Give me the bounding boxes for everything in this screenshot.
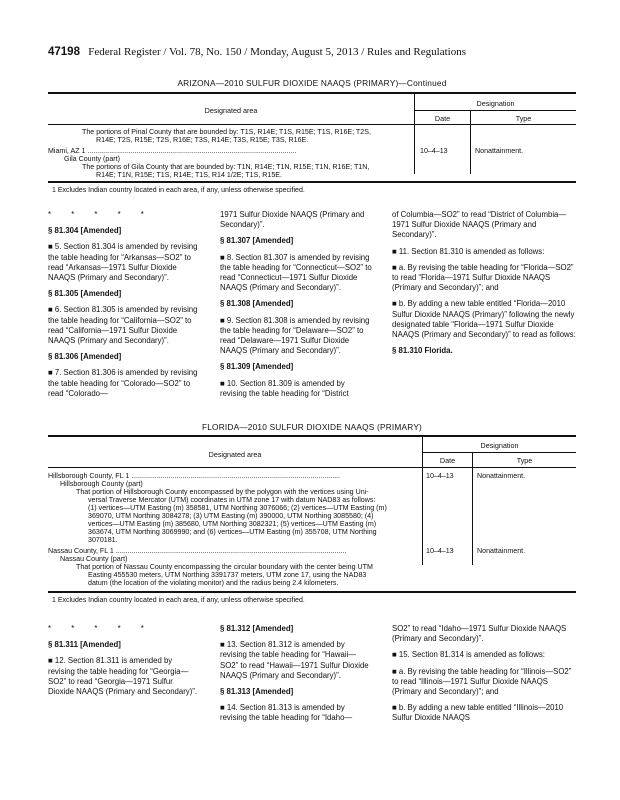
section-heading: § 81.309 [Amended] (220, 362, 294, 372)
amendment-paragraph: ■ b. By adding a new table entitled “Florida—2010 Sulfur Dioxide NAAQS (Primary)” following the newly designated table “Florida—1971 Sulfur Dioxide NAAQS (Primary and Secondary)” to read as follows: (392, 299, 576, 340)
table2-row: Nassau County (part) (60, 555, 128, 563)
column-right-bottom (392, 624, 576, 730)
running-header (48, 46, 466, 58)
amendment-paragraph: ■ 8. Section 81.307 is amended by revising the table heading for “Connecticut—SO2” to read “Connecticut—1971 Sulfur Dioxide NAAQS (Primary and Secondary)”. (220, 252, 372, 293)
table2-row: vertices—UTM Easting (m) 385680, UTM Northing 3082321; (5) vertices—UTM Easting (m) (88, 520, 377, 528)
table2-title: FLORIDA—2010 SULFUR DIOXIDE NAAQS (PRIMARY) (201, 422, 423, 432)
table2-bottom-rule (48, 591, 576, 593)
table1-row: Gila County (part) (64, 155, 120, 163)
table2-top-rule (48, 435, 576, 437)
table2-nassau-type: Nonattainment. (477, 547, 526, 555)
table2-row: Hillsborough County (part) (60, 480, 143, 488)
ellipsis-stars: * * * * * (48, 210, 153, 219)
table1-row: The portions of Pinal County that are bounded by: T1S, R14E; T1S, R15E; T1S, R16E; T2S, (82, 128, 371, 136)
table1-title: ARIZONA—2010 SULFUR DIOXIDE NAAQS (PRIMARY)—Continued (177, 78, 447, 88)
section-heading: § 81.312 [Amended] (220, 624, 294, 633)
table2-row-nassau: Nassau County, FL 1 ..................................................................................................................... (48, 547, 347, 555)
amendment-paragraph: ■ 10. Section 81.309 is amended by revising the table heading for “District (220, 378, 349, 398)
column-left-bottom (48, 624, 200, 703)
journal-citation: Federal Register / Vol. 78, No. 150 / Monday, August 5, 2013 / Rules and Regulations (88, 46, 466, 58)
table2-col-designation: Designation (480, 441, 519, 450)
table2-row: That portion of Nassau County encompassing the circular boundary with the center being UTM (76, 563, 373, 571)
section-heading: § 81.310 Florida. (392, 346, 453, 356)
amendment-paragraph: SO2” to read “Idaho—1971 Sulfur Dioxide NAAQS (Primary and Secondary)”. (392, 624, 567, 644)
column-middle-top (220, 210, 372, 405)
amendment-paragraph: ■ 6. Section 81.305 is amended by revising the table heading for “California—SO2” to read “California—1971 Sulfur Dioxide NAAQS (Primary and Secondary)”. (48, 305, 198, 346)
table2-header-rule (48, 467, 576, 468)
table2-row: 369070, UTM Northing 3084278; (3) UTM Easting (m) 390000, UTM Northing 3085580; (4) (88, 512, 374, 520)
column-left-top (48, 210, 200, 405)
table2-col-date: Date (439, 456, 456, 465)
table2-row: (1) vertices—UTM Easting (m) 358581, UTM Northing 3076066; (2) vertices—UTM Easting (m) (88, 504, 387, 512)
table2-designation-rule (423, 452, 576, 453)
amendment-paragraph: of Columbia—SO2” to read “District of Columbia—1971 Sulfur Dioxide NAAQS (Primary and Secondary)”. (392, 210, 567, 240)
table2-col-type: Type (516, 456, 533, 465)
table2-row: datum (the location of the violating monitor) and the radius being 2.4 kilometers. (88, 579, 339, 587)
section-heading: § 81.308 [Amended] (220, 299, 294, 309)
table2-row: That portion of Hillsborough County encompassed by the polygon with the vertices using Uni- (76, 488, 369, 496)
table1-designation-rule (415, 110, 576, 111)
table2-row: versal Traverse Mercator (UTM) coordinates in UTM zone 17 with datum NAD83 as follows: (88, 496, 376, 504)
column-middle-bottom (220, 624, 372, 730)
section-heading: § 81.311 [Amended] (48, 640, 121, 650)
table2-hillsborough-type: Nonattainment. (477, 472, 526, 480)
table1-row: R14E; T1N, R15E; T1S, R14E; T1S, R14 1/2E; T1S, R15E. (96, 171, 282, 179)
amendment-paragraph: ■ 12. Section 81.311 is amended by revising the table heading for “Georgia—SO2” to read “Georgia—1971 Sulfur Dioxide NAAQS (Primary and Secondary)”. (48, 656, 198, 697)
table2-hillsborough-date: 10–4–13 (426, 472, 454, 480)
ellipsis-stars: * * * * * (48, 624, 153, 633)
table2-row-hillsborough: Hillsborough County, FL 1 .......................................................................................................... (48, 472, 341, 480)
column-right-top (392, 210, 576, 362)
table2-col-area: Designated area (208, 450, 262, 459)
table1-col-type: Type (515, 114, 532, 123)
amendment-paragraph: ■ 13. Section 81.312 is amended by revising the table heading for “Hawaii—SO2” to read “Hawaii—1971 Sulfur Dioxide NAAQS (Primary and Secondary)”. (220, 640, 369, 680)
amendment-paragraph: ■ 5. Section 81.304 is amended by revising the table heading for “Arkansas—SO2” to read “Arkansas—1971 Sulfur Dioxide NAAQS (Primary and Secondary)”. (48, 242, 198, 283)
table1-miami-type: Nonattainment. (475, 147, 524, 155)
amendment-paragraph: ■ a. By revising the table heading for “Illinois—SO2” to read “Illinois—1971 Sulfur Dioxide NAAQS (Primary and Secondary)”; and (392, 666, 572, 697)
amendment-paragraph: ■ 15. Section 81.314 is amended as follows: (392, 650, 545, 660)
table2-footnote: 1 Excludes Indian country located in each area, if any, unless otherwise specified. (52, 597, 305, 604)
section-heading: § 81.313 [Amended] (220, 687, 294, 697)
amendment-paragraph: ■ a. By revising the table heading for “Florida—SO2” to read “Florida—1971 Sulfur Dioxide NAAQS (Primary and Secondary)”; and (392, 262, 574, 293)
section-heading: § 81.306 [Amended] (48, 352, 122, 362)
amendment-paragraph: ■ 11. Section 81.310 is amended as follows: (392, 246, 545, 256)
table1-row-miami: Miami, AZ 1 .......................................................................................................... (48, 147, 297, 155)
amendment-paragraph: ■ b. By adding a new table entitled “Illinois—2010 Sulfur Dioxide NAAQS (392, 703, 564, 723)
table1-col-designation: Designation (476, 99, 515, 108)
table2-row: Easting 455530 meters, UTM Northing 3391737 meters, UTM zone 17, using the NAD83 (88, 571, 367, 579)
amendment-paragraph: ■ 9. Section 81.308 is amended by revising the table heading for “Delaware—SO2” to read “Delaware—1971 Sulfur Dioxide NAAQS (Primary and Secondary)”. (220, 315, 370, 356)
table1-header-rule (48, 124, 576, 125)
table2-row: 3070181. (88, 536, 118, 544)
amendment-paragraph: 1971 Sulfur Dioxide NAAQS (Primary and Secondary)”. (220, 210, 365, 230)
table1-row: The portions of Gila County that are bounded by: T1N, R14E; T1N, R15E; T1N, R16E; T1N, (82, 163, 370, 171)
table1-top-rule (48, 92, 576, 94)
amendment-paragraph: ■ 14. Section 81.313 is amended by revising the table heading for “Idaho— (220, 703, 353, 723)
amendment-paragraph: ■ 7. Section 81.306 is amended by revising the table heading for “Colorado—SO2” to read “Colorado— (48, 368, 198, 398)
table1-col-area: Designated area (204, 106, 258, 115)
page-number: 47198 (48, 46, 80, 58)
table1-col-date: Date (434, 114, 451, 123)
table2-nassau-date: 10–4–13 (426, 547, 454, 555)
section-heading: § 81.305 [Amended] (48, 289, 122, 299)
table2-divider-date (472, 453, 473, 565)
section-heading: § 81.307 [Amended] (220, 236, 294, 246)
table1-miami-date: 10–4–13 (420, 147, 448, 155)
section-heading: § 81.304 [Amended] (48, 226, 122, 236)
table2-row: 363674, UTM Northing 3069990; and (6) vertices—UTM Easting (m) 355708, UTM Northing (88, 528, 377, 536)
table1-row: R14E; T2S, R15E; T2S, R16E; T3S, R14E; T3S, R15E; T3S, R16E. (96, 136, 309, 144)
table1-footnote: 1 Excludes Indian country located in each area, if any, unless otherwise specified. (52, 187, 305, 194)
table1-bottom-rule (48, 181, 576, 183)
